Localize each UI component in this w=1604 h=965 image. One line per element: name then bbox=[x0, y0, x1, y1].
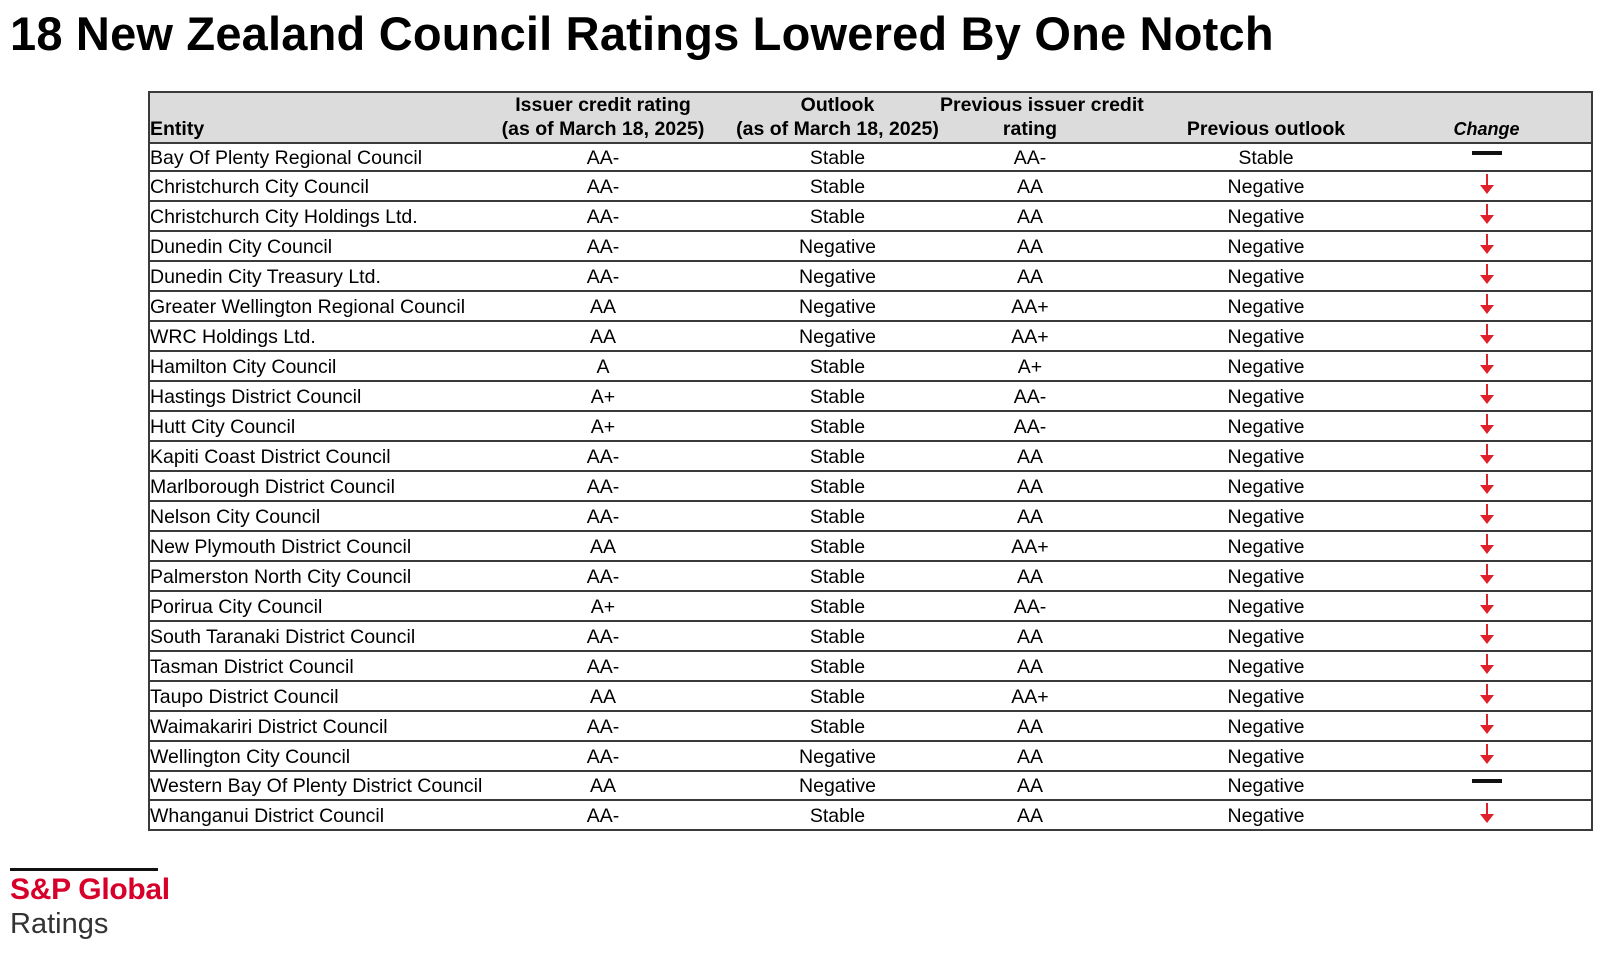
cell-change bbox=[1382, 171, 1592, 201]
cell-previous-rating bbox=[970, 591, 1150, 621]
cell-previous-rating-value: AA bbox=[1016, 506, 1043, 529]
table-row bbox=[149, 321, 1592, 351]
cell-outlook: Stable bbox=[705, 651, 970, 681]
cell-entity: Marlborough District Council bbox=[149, 471, 501, 501]
table-row bbox=[149, 381, 1592, 411]
cell-issuer-rating: AA bbox=[501, 681, 705, 711]
header-entity: Entity bbox=[149, 92, 501, 143]
table-row bbox=[149, 800, 1592, 830]
down-arrow-icon bbox=[1480, 204, 1494, 224]
cell-entity: Tasman District Council bbox=[149, 651, 501, 681]
cell-change bbox=[1382, 651, 1592, 681]
cell-entity: Bay Of Plenty Regional Council bbox=[149, 143, 501, 171]
cell-previous-rating-value: AA- bbox=[1013, 147, 1047, 170]
cell-previous-rating-value: AA bbox=[1016, 775, 1043, 798]
cell-previous-rating-value: AA bbox=[1016, 804, 1043, 827]
cell-outlook: Negative bbox=[705, 741, 970, 771]
cell-previous-rating-value: AA bbox=[1016, 566, 1043, 589]
cell-previous-outlook: Negative bbox=[1150, 741, 1382, 771]
cell-issuer-rating: AA- bbox=[501, 201, 705, 231]
cell-outlook: Stable bbox=[705, 561, 970, 591]
header-issuer-rating-line2: (as of March 18, 2025) bbox=[501, 118, 705, 140]
cell-outlook: Stable bbox=[705, 531, 970, 561]
cell-entity: Kapiti Coast District Council bbox=[149, 441, 501, 471]
cell-previous-outlook: Negative bbox=[1150, 291, 1382, 321]
table-row bbox=[149, 681, 1592, 711]
cell-previous-outlook: Negative bbox=[1150, 471, 1382, 501]
ratings-table bbox=[148, 91, 1593, 831]
cell-outlook: Negative bbox=[705, 261, 970, 291]
cell-previous-rating-value: AA bbox=[1016, 266, 1043, 289]
logo-rule bbox=[10, 868, 158, 871]
cell-outlook: Stable bbox=[705, 621, 970, 651]
cell-previous-rating-value: AA bbox=[1016, 656, 1043, 679]
cell-change bbox=[1382, 411, 1592, 441]
table-row bbox=[149, 651, 1592, 681]
down-arrow-icon bbox=[1480, 444, 1494, 464]
header-previous-outlook: Previous outlook bbox=[1150, 92, 1382, 143]
cell-previous-rating bbox=[970, 771, 1150, 799]
cell-entity: Whanganui District Council bbox=[150, 804, 385, 827]
down-arrow-icon bbox=[1480, 654, 1494, 674]
cell-previous-rating bbox=[970, 261, 1150, 291]
cell-issuer-rating: AA- bbox=[501, 561, 705, 591]
cell-outlook: Stable bbox=[705, 501, 970, 531]
cell-change bbox=[1382, 591, 1592, 621]
down-arrow-icon bbox=[1480, 534, 1494, 554]
cell-previous-outlook: Negative bbox=[1150, 771, 1382, 799]
down-arrow-icon bbox=[1480, 354, 1494, 374]
table-row bbox=[149, 291, 1592, 321]
down-arrow-icon bbox=[1480, 324, 1494, 344]
cell-issuer-rating: AA- bbox=[501, 231, 705, 261]
cell-previous-rating-value: A+ bbox=[1017, 356, 1043, 379]
cell-previous-outlook: Negative bbox=[1150, 261, 1382, 291]
cell-entity: South Taranaki District Council bbox=[149, 621, 501, 651]
cell-change bbox=[1382, 261, 1592, 291]
cell-outlook: Stable bbox=[705, 381, 970, 411]
cell-entity: Western Bay Of Plenty District Council bbox=[149, 771, 501, 799]
cell-previous-rating bbox=[970, 651, 1150, 681]
cell-previous-rating-value: AA bbox=[1016, 176, 1043, 199]
cell-previous-outlook: Negative bbox=[1150, 681, 1382, 711]
cell-outlook: Stable bbox=[705, 441, 970, 471]
cell-previous-outlook: Negative bbox=[1150, 651, 1382, 681]
header-outlook bbox=[705, 92, 970, 143]
cell-previous-rating bbox=[970, 561, 1150, 591]
cell-outlook: Stable bbox=[705, 591, 970, 621]
cell-previous-outlook: Negative bbox=[1150, 171, 1382, 201]
cell-issuer-rating: AA- bbox=[501, 711, 705, 741]
cell-outlook: Negative bbox=[705, 291, 970, 321]
table-row bbox=[149, 621, 1592, 651]
cell-entity: Hutt City Council bbox=[149, 411, 501, 441]
cell-previous-rating bbox=[970, 711, 1150, 741]
table-row bbox=[149, 591, 1592, 621]
cell-change bbox=[1382, 741, 1592, 771]
table-row bbox=[149, 351, 1592, 381]
cell-change bbox=[1382, 800, 1592, 830]
cell-change bbox=[1382, 561, 1592, 591]
cell-previous-outlook: Negative bbox=[1150, 621, 1382, 651]
cell-issuer-rating: AA- bbox=[501, 651, 705, 681]
table-row bbox=[149, 501, 1592, 531]
cell-change bbox=[1382, 321, 1592, 351]
down-arrow-icon bbox=[1480, 684, 1494, 704]
cell-previous-outlook: Negative bbox=[1150, 381, 1382, 411]
table-row bbox=[149, 741, 1592, 771]
cell-previous-outlook: Negative bbox=[1150, 591, 1382, 621]
down-arrow-icon bbox=[1480, 414, 1494, 434]
cell-entity: Taupo District Council bbox=[149, 681, 501, 711]
cell-previous-rating bbox=[970, 681, 1150, 711]
cell-outlook: Negative bbox=[705, 231, 970, 261]
down-arrow-icon bbox=[1480, 594, 1494, 614]
cell-issuer-rating: AA- bbox=[501, 143, 705, 171]
table-row bbox=[149, 531, 1592, 561]
cell-previous-rating-value: AA bbox=[1016, 446, 1043, 469]
table-row bbox=[149, 711, 1592, 741]
cell-change bbox=[1382, 291, 1592, 321]
table-body bbox=[149, 143, 1592, 830]
ratings-table-container bbox=[148, 91, 1591, 831]
cell-previous-outlook: Negative bbox=[1150, 531, 1382, 561]
down-arrow-icon bbox=[1480, 294, 1494, 314]
cell-previous-rating bbox=[970, 171, 1150, 201]
cell-previous-rating bbox=[970, 201, 1150, 231]
cell-outlook: Stable bbox=[705, 681, 970, 711]
down-arrow-icon bbox=[1480, 384, 1494, 404]
cell-previous-outlook: Negative bbox=[1227, 804, 1305, 827]
cell-change bbox=[1382, 771, 1592, 799]
cell-entity: Wellington City Council bbox=[149, 741, 501, 771]
cell-outlook: Stable bbox=[809, 804, 866, 827]
down-arrow-icon bbox=[1480, 504, 1494, 524]
header-previous-rating-line2: rating bbox=[1002, 118, 1058, 140]
cell-previous-rating-value: AA+ bbox=[1011, 296, 1049, 319]
cell-change bbox=[1382, 711, 1592, 741]
cell-entity: Porirua City Council bbox=[149, 591, 501, 621]
down-arrow-icon bbox=[1480, 234, 1494, 254]
cell-issuer-rating: AA bbox=[501, 291, 705, 321]
cell-previous-rating bbox=[970, 411, 1150, 441]
table-row bbox=[149, 171, 1592, 201]
cell-previous-rating bbox=[970, 321, 1150, 351]
header-change: Change bbox=[1382, 92, 1592, 143]
cell-change bbox=[1382, 441, 1592, 471]
cell-entity: WRC Holdings Ltd. bbox=[149, 321, 501, 351]
cell-previous-outlook: Negative bbox=[1150, 231, 1382, 261]
cell-change bbox=[1382, 681, 1592, 711]
table-row bbox=[149, 231, 1592, 261]
cell-previous-outlook: Negative bbox=[1150, 351, 1382, 381]
cell-previous-outlook: Negative bbox=[1150, 561, 1382, 591]
cell-entity: Greater Wellington Regional Council bbox=[149, 291, 501, 321]
cell-entity: Dunedin City Council bbox=[149, 231, 501, 261]
cell-entity: Hastings District Council bbox=[149, 381, 501, 411]
cell-outlook: Negative bbox=[705, 321, 970, 351]
cell-previous-outlook: Negative bbox=[1150, 411, 1382, 441]
cell-issuer-rating: AA- bbox=[501, 261, 705, 291]
cell-issuer-rating: A+ bbox=[501, 591, 705, 621]
down-arrow-icon bbox=[1480, 474, 1494, 494]
cell-issuer-rating: AA bbox=[501, 771, 705, 799]
table-header bbox=[149, 92, 1592, 143]
cell-previous-rating-value: AA- bbox=[1013, 416, 1047, 439]
cell-outlook: Stable bbox=[705, 201, 970, 231]
cell-previous-rating-value: AA- bbox=[1013, 386, 1047, 409]
down-arrow-icon bbox=[1480, 714, 1494, 734]
header-previous-rating bbox=[940, 92, 1150, 143]
cell-outlook: Stable bbox=[705, 171, 970, 201]
table-row bbox=[149, 771, 1592, 799]
table-row bbox=[149, 201, 1592, 231]
cell-previous-outlook: Negative bbox=[1150, 321, 1382, 351]
cell-change bbox=[1382, 621, 1592, 651]
sp-global-logo: S&P Global bbox=[10, 873, 170, 906]
cell-issuer-rating: A+ bbox=[501, 381, 705, 411]
cell-previous-rating bbox=[970, 381, 1150, 411]
header-outlook-line1: Outlook bbox=[800, 94, 875, 116]
down-arrow-icon bbox=[1480, 624, 1494, 644]
cell-issuer-rating: AA- bbox=[501, 741, 705, 771]
cell-change bbox=[1382, 231, 1592, 261]
table-row bbox=[149, 441, 1592, 471]
cell-issuer-rating: AA- bbox=[586, 804, 620, 827]
cell-entity: New Plymouth District Council bbox=[149, 531, 501, 561]
cell-previous-rating-value: AA bbox=[1016, 626, 1043, 649]
cell-issuer-rating: AA- bbox=[501, 441, 705, 471]
cell-issuer-rating: AA bbox=[501, 531, 705, 561]
table-row bbox=[149, 561, 1592, 591]
cell-previous-rating bbox=[970, 621, 1150, 651]
cell-previous-rating-value: AA bbox=[1016, 476, 1043, 499]
cell-issuer-rating: A bbox=[501, 351, 705, 381]
cell-previous-rating bbox=[970, 441, 1150, 471]
cell-change bbox=[1382, 381, 1592, 411]
cell-previous-rating bbox=[970, 741, 1150, 771]
cell-entity: Christchurch City Holdings Ltd. bbox=[149, 201, 501, 231]
cell-issuer-rating: AA- bbox=[501, 171, 705, 201]
cell-outlook: Negative bbox=[705, 771, 970, 799]
cell-entity: Palmerston North City Council bbox=[149, 561, 501, 591]
page-title: 18 New Zealand Council Ratings Lowered By One Notch bbox=[10, 7, 1274, 60]
table-row bbox=[149, 261, 1592, 291]
cell-outlook: Stable bbox=[705, 143, 970, 171]
cell-entity: Dunedin City Treasury Ltd. bbox=[149, 261, 501, 291]
cell-previous-outlook: Negative bbox=[1150, 711, 1382, 741]
cell-issuer-rating: AA bbox=[501, 321, 705, 351]
cell-previous-rating bbox=[970, 231, 1150, 261]
cell-entity: Christchurch City Council bbox=[149, 171, 501, 201]
cell-previous-outlook: Negative bbox=[1150, 441, 1382, 471]
down-arrow-icon bbox=[1480, 264, 1494, 284]
cell-previous-rating-value: AA+ bbox=[1011, 326, 1049, 349]
cell-previous-rating bbox=[970, 143, 1150, 171]
cell-outlook: Stable bbox=[705, 471, 970, 501]
cell-previous-outlook: Negative bbox=[1150, 501, 1382, 531]
cell-change bbox=[1382, 471, 1592, 501]
cell-issuer-rating: A+ bbox=[501, 411, 705, 441]
cell-issuer-rating: AA- bbox=[501, 471, 705, 501]
cell-previous-rating bbox=[970, 501, 1150, 531]
cell-previous-rating-value: AA bbox=[1016, 236, 1043, 259]
cell-previous-rating bbox=[970, 471, 1150, 501]
cell-outlook: Stable bbox=[705, 711, 970, 741]
header-issuer-rating bbox=[501, 92, 705, 143]
cell-change bbox=[1382, 351, 1592, 381]
cell-previous-rating bbox=[970, 531, 1150, 561]
cell-previous-rating-value: AA+ bbox=[1011, 686, 1049, 709]
cell-change bbox=[1382, 501, 1592, 531]
unchanged-dash-icon bbox=[1472, 779, 1502, 783]
cell-previous-rating-value: AA bbox=[1016, 206, 1043, 229]
header-previous-rating-line1: Previous issuer credit bbox=[940, 94, 1144, 116]
cell-previous-rating bbox=[970, 800, 1150, 830]
cell-outlook: Stable bbox=[705, 351, 970, 381]
cell-previous-outlook: Negative bbox=[1150, 201, 1382, 231]
table-row bbox=[149, 411, 1592, 441]
cell-outlook: Stable bbox=[705, 411, 970, 441]
cell-previous-rating-value: AA- bbox=[1013, 596, 1047, 619]
cell-entity: Waimakariri District Council bbox=[149, 711, 501, 741]
cell-entity: Nelson City Council bbox=[149, 501, 501, 531]
unchanged-dash-icon bbox=[1472, 151, 1502, 155]
cell-previous-rating-value: AA+ bbox=[1011, 536, 1049, 559]
cell-previous-rating bbox=[970, 291, 1150, 321]
ratings-logo-subtitle: Ratings bbox=[10, 908, 109, 940]
table-row bbox=[149, 143, 1592, 171]
cell-previous-rating bbox=[970, 351, 1150, 381]
cell-entity: Hamilton City Council bbox=[149, 351, 501, 381]
cell-previous-rating-value: AA bbox=[1016, 746, 1043, 769]
down-arrow-icon bbox=[1480, 174, 1494, 194]
header-issuer-rating-line1: Issuer credit rating bbox=[515, 94, 691, 116]
cell-change bbox=[1382, 143, 1592, 171]
cell-previous-outlook: Stable bbox=[1150, 143, 1382, 171]
cell-change bbox=[1382, 201, 1592, 231]
table-row bbox=[149, 471, 1592, 501]
cell-issuer-rating: AA- bbox=[501, 501, 705, 531]
down-arrow-icon bbox=[1480, 744, 1494, 764]
cell-issuer-rating: AA- bbox=[501, 621, 705, 651]
header-outlook-line2: (as of March 18, 2025) bbox=[736, 118, 939, 140]
down-arrow-icon bbox=[1480, 803, 1494, 823]
cell-previous-rating-value: AA bbox=[1016, 716, 1043, 739]
down-arrow-icon bbox=[1480, 564, 1494, 584]
cell-change bbox=[1382, 531, 1592, 561]
